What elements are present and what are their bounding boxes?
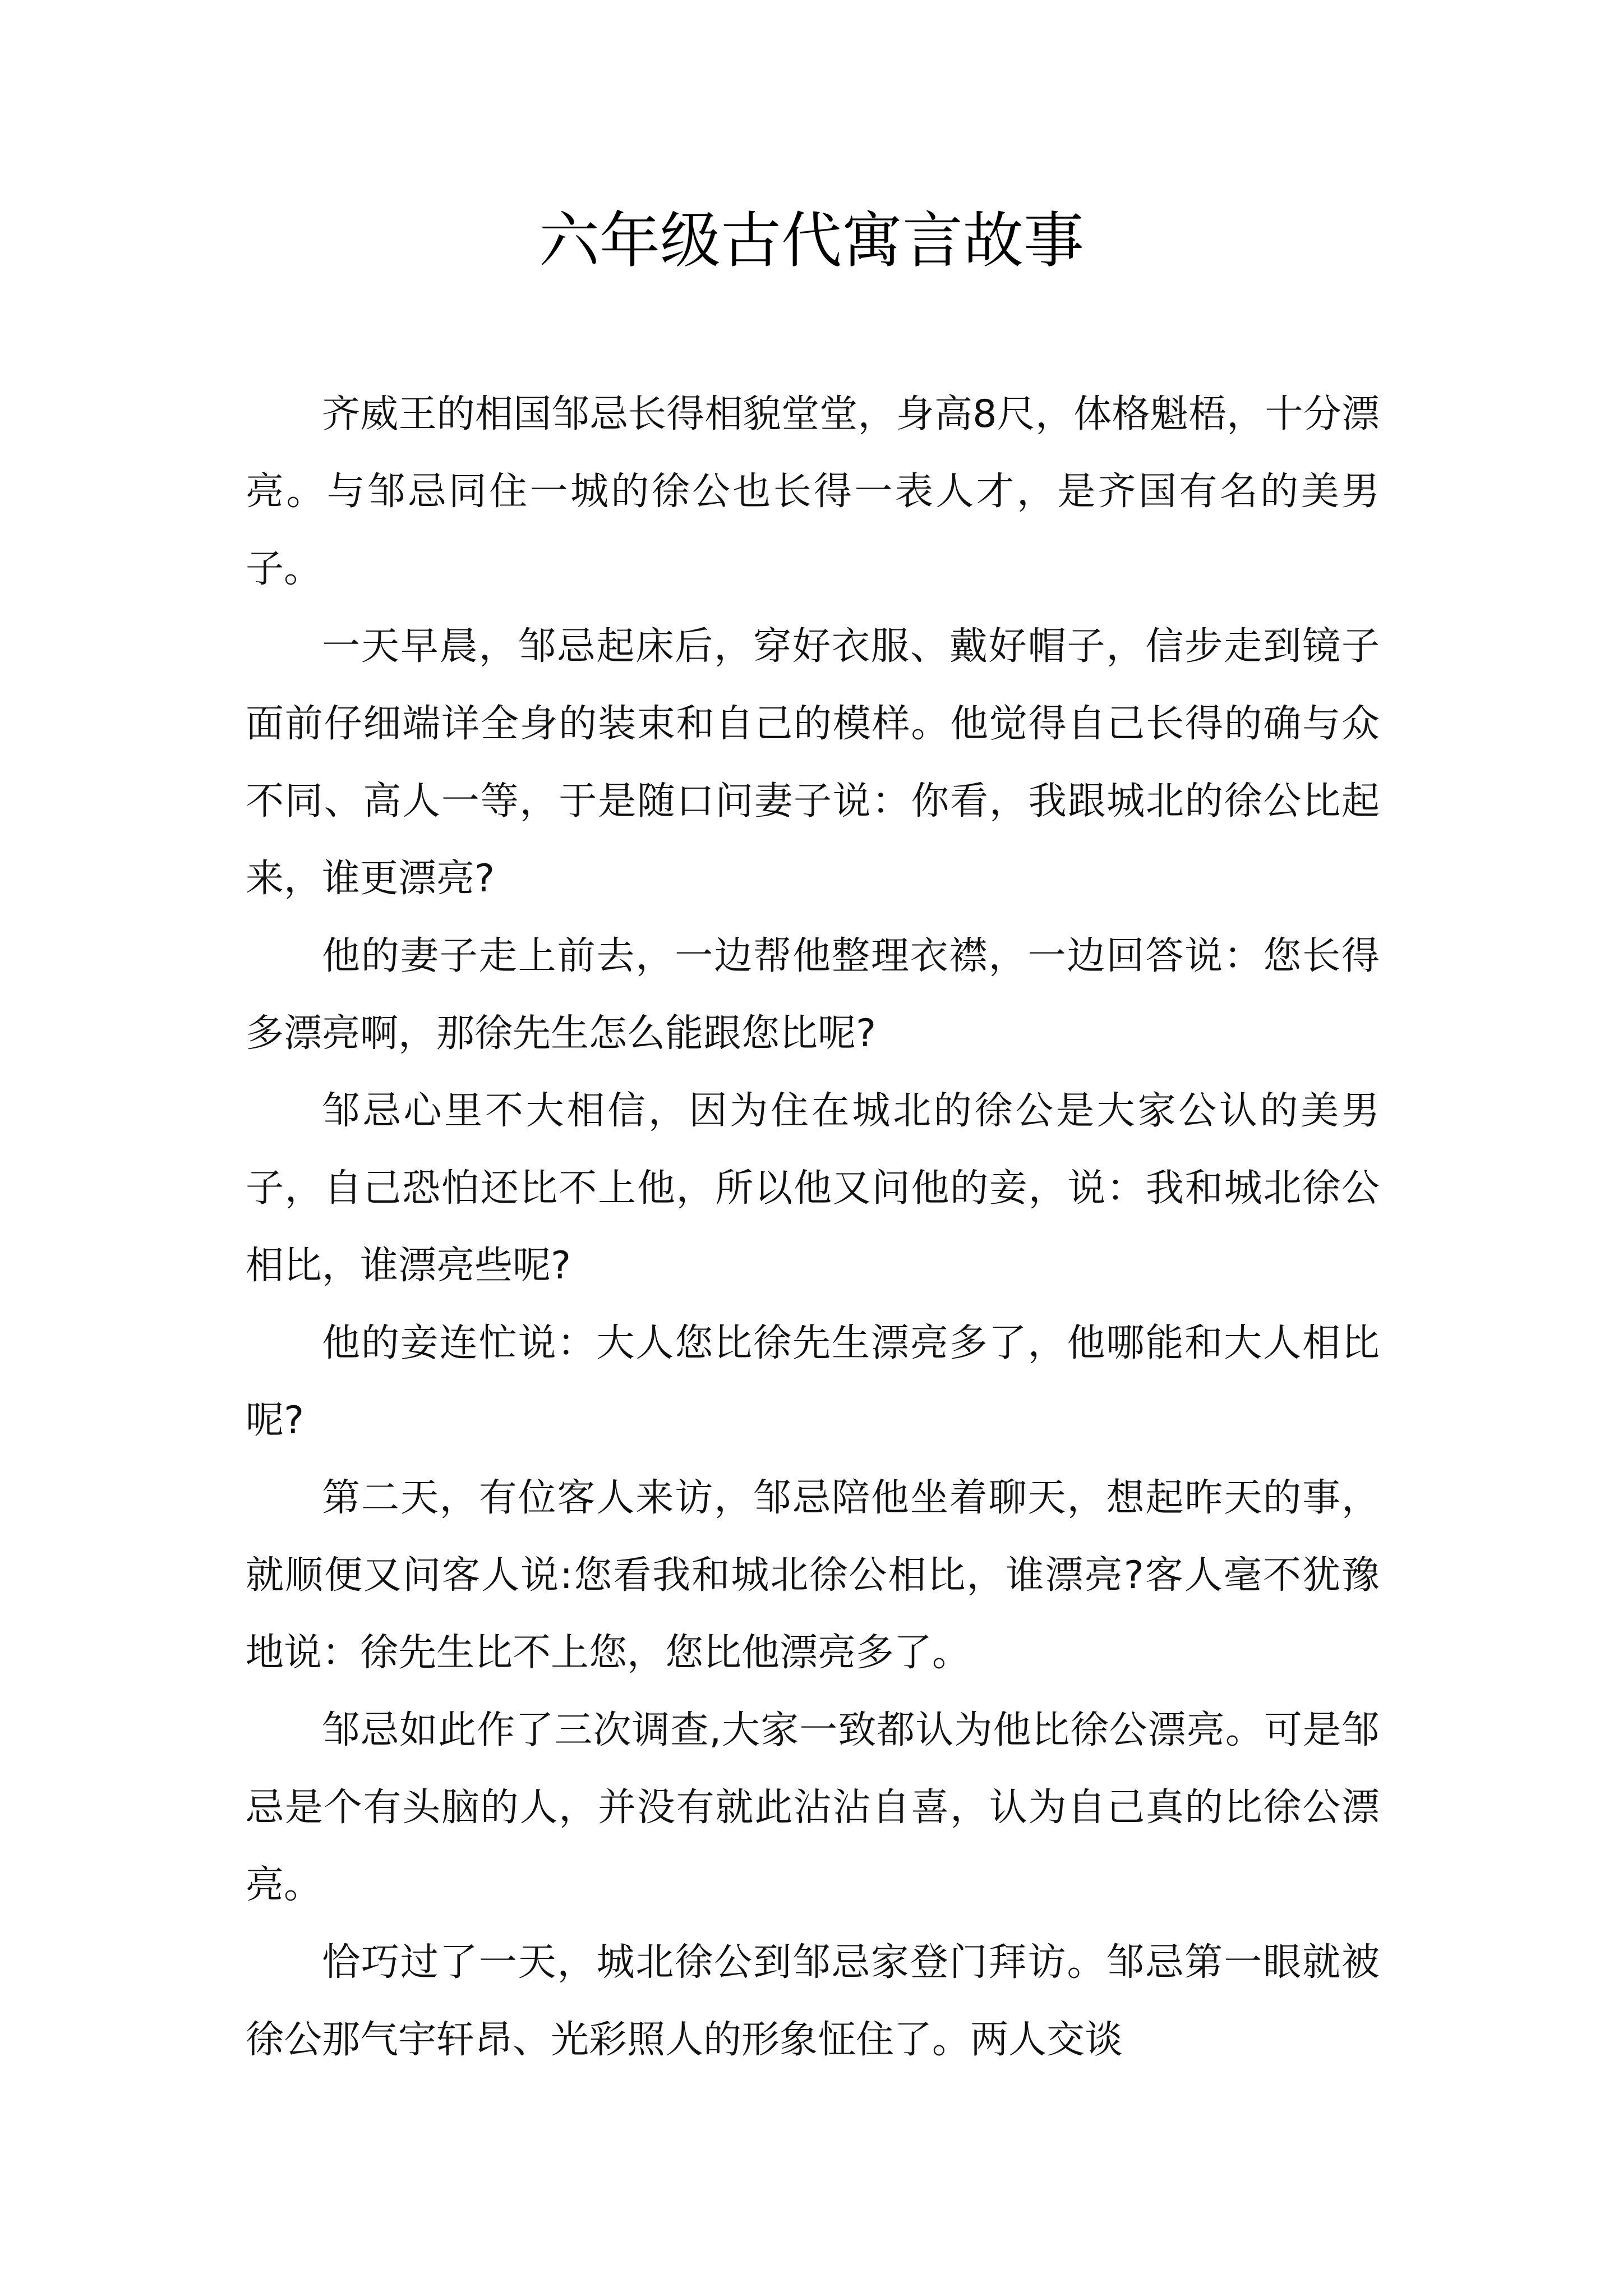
paragraph: 他的妻子走上前去，一边帮他整理衣襟，一边回答说：您长得多漂亮啊，那徐先生怎么能跟您比呢? xyxy=(246,934,1380,1056)
paragraph: 邹忌如此作了三次调查,大家一致都认为他比徐公漂亮。可是邹忌是个有头脑的人，并没有就此沾沾自喜，认为自己真的比徐公漂亮。 xyxy=(246,1708,1380,1907)
paragraph: 齐威王的相国邹忌长得相貌堂堂，身高8尺，体格魁梧，十分漂亮。与邹忌同住一城的徐公也长得一表人才，是齐国有名的美男子。 xyxy=(246,392,1380,591)
document-body xyxy=(246,376,1380,2079)
paragraph: 他的妾连忙说：大人您比徐先生漂亮多了，他哪能和大人相比呢? xyxy=(246,1321,1380,1443)
document-title: 六年级古代寓言故事 xyxy=(538,206,1084,276)
paragraph: 恰巧过了一天，城北徐公到邹忌家登门拜访。邹忌第一眼就被徐公那气宇轩昂、光彩照人的形象怔住了。两人交谈 xyxy=(246,1940,1380,2062)
paragraph: 一天早晨，邹忌起床后，穿好衣服、戴好帽子，信步走到镜子面前仔细端详全身的装束和自己的模样。他觉得自己长得的确与众不同、高人一等，于是随口问妻子说：你看，我跟城北的徐公比起来，谁更漂亮? xyxy=(246,624,1380,901)
paragraph: 第二天，有位客人来访，邹忌陪他坐着聊天，想起昨天的事，就顺便又问客人说:您看我和城北徐公相比，谁漂亮?客人毫不犹豫地说：徐先生比不上您，您比他漂亮多了。 xyxy=(246,1476,1380,1675)
paragraph: 邹忌心里不大相信，因为住在城北的徐公是大家公认的美男子，自己恐怕还比不上他，所以他又问他的妾，说：我和城北徐公相比，谁漂亮些呢? xyxy=(246,1089,1380,1288)
